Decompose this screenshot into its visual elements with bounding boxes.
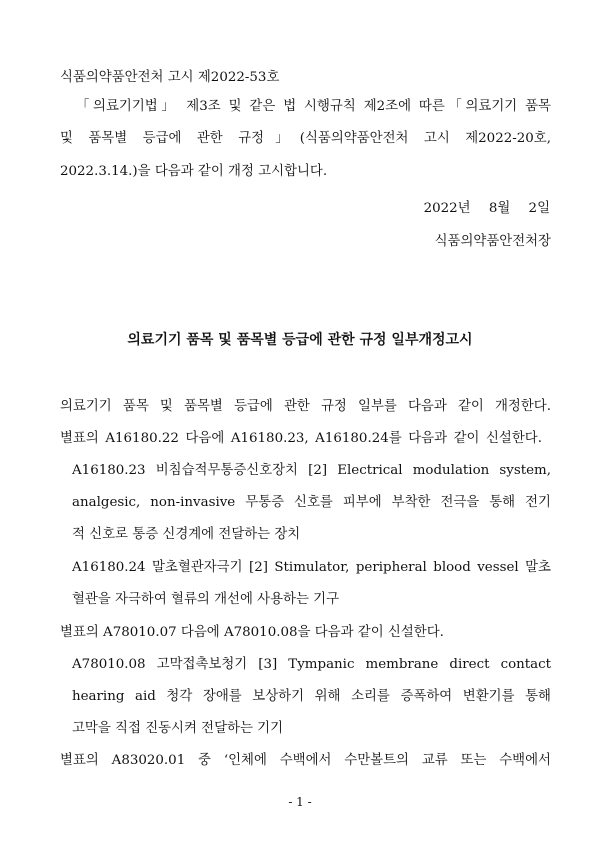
notice-date: 2022년 8월 2일 (423, 201, 550, 216)
body-line: A78010.08 고막접촉보청기 [3] Tympanic membrane direct contact (72, 657, 551, 672)
body-line: 별표의 A78010.07 다음에 A78010.08을 다음과 같이 신설한다. (60, 625, 444, 640)
body-line: 별표의 A83020.01 중 ‘인체에 수백에서 수만볼트의 교류 또는 수백에서 (60, 753, 551, 768)
page-number: - 1 - (288, 795, 312, 809)
body-line: analgesic, non-invasive 무통증 신호를 피부에 부착한 전극을 통해 전기 (72, 495, 551, 510)
body-line: 적 신호로 통증 신경계에 전달하는 장치 (72, 527, 301, 542)
preamble-line: 「의료기기법」 제3조 및 같은 법 시행규칙 제2조에 따른「의료기기 품목 (76, 99, 551, 114)
body-line: hearing aid 청각 장애를 보상하기 위해 소리를 증폭하여 변환기를 통해 (72, 689, 551, 704)
body-line: A16180.23 비침습적무통증신호장치 [2] Electrical modulation system, (72, 463, 551, 478)
body-line: 의료기기 품목 및 품목별 등급에 관한 규정 일부를 다음과 같이 개정한다. (60, 399, 551, 414)
body-line: A16180.24 말초혈관자극기 [2] Stimulator, peripheral blood vessel 말초 (72, 560, 551, 575)
notice-number: 식품의약품안전처 고시 제2022-53호 (60, 70, 280, 85)
document-title: 의료기기 품목 및 품목별 등급에 관한 규정 일부개정고시 (127, 332, 473, 348)
body-line: 혈관을 자극하여 혈류의 개선에 사용하는 기구 (72, 592, 340, 607)
body-line: 별표의 A16180.22 다음에 A16180.23, A16180.24를 다음과 같이 신설한다. (60, 431, 542, 446)
preamble-line: 2022.3.14.)을 다음과 같이 개정 고시합니다. (60, 164, 328, 179)
preamble-line: 및 품목별 등급에 관한 규정」(식품의약품안전처 고시 제2022-20호, (60, 131, 551, 146)
notice-issuer: 식품의약품안전처장 (434, 234, 551, 249)
body-line: 고막을 직접 진동시켜 전달하는 기기 (72, 721, 284, 736)
